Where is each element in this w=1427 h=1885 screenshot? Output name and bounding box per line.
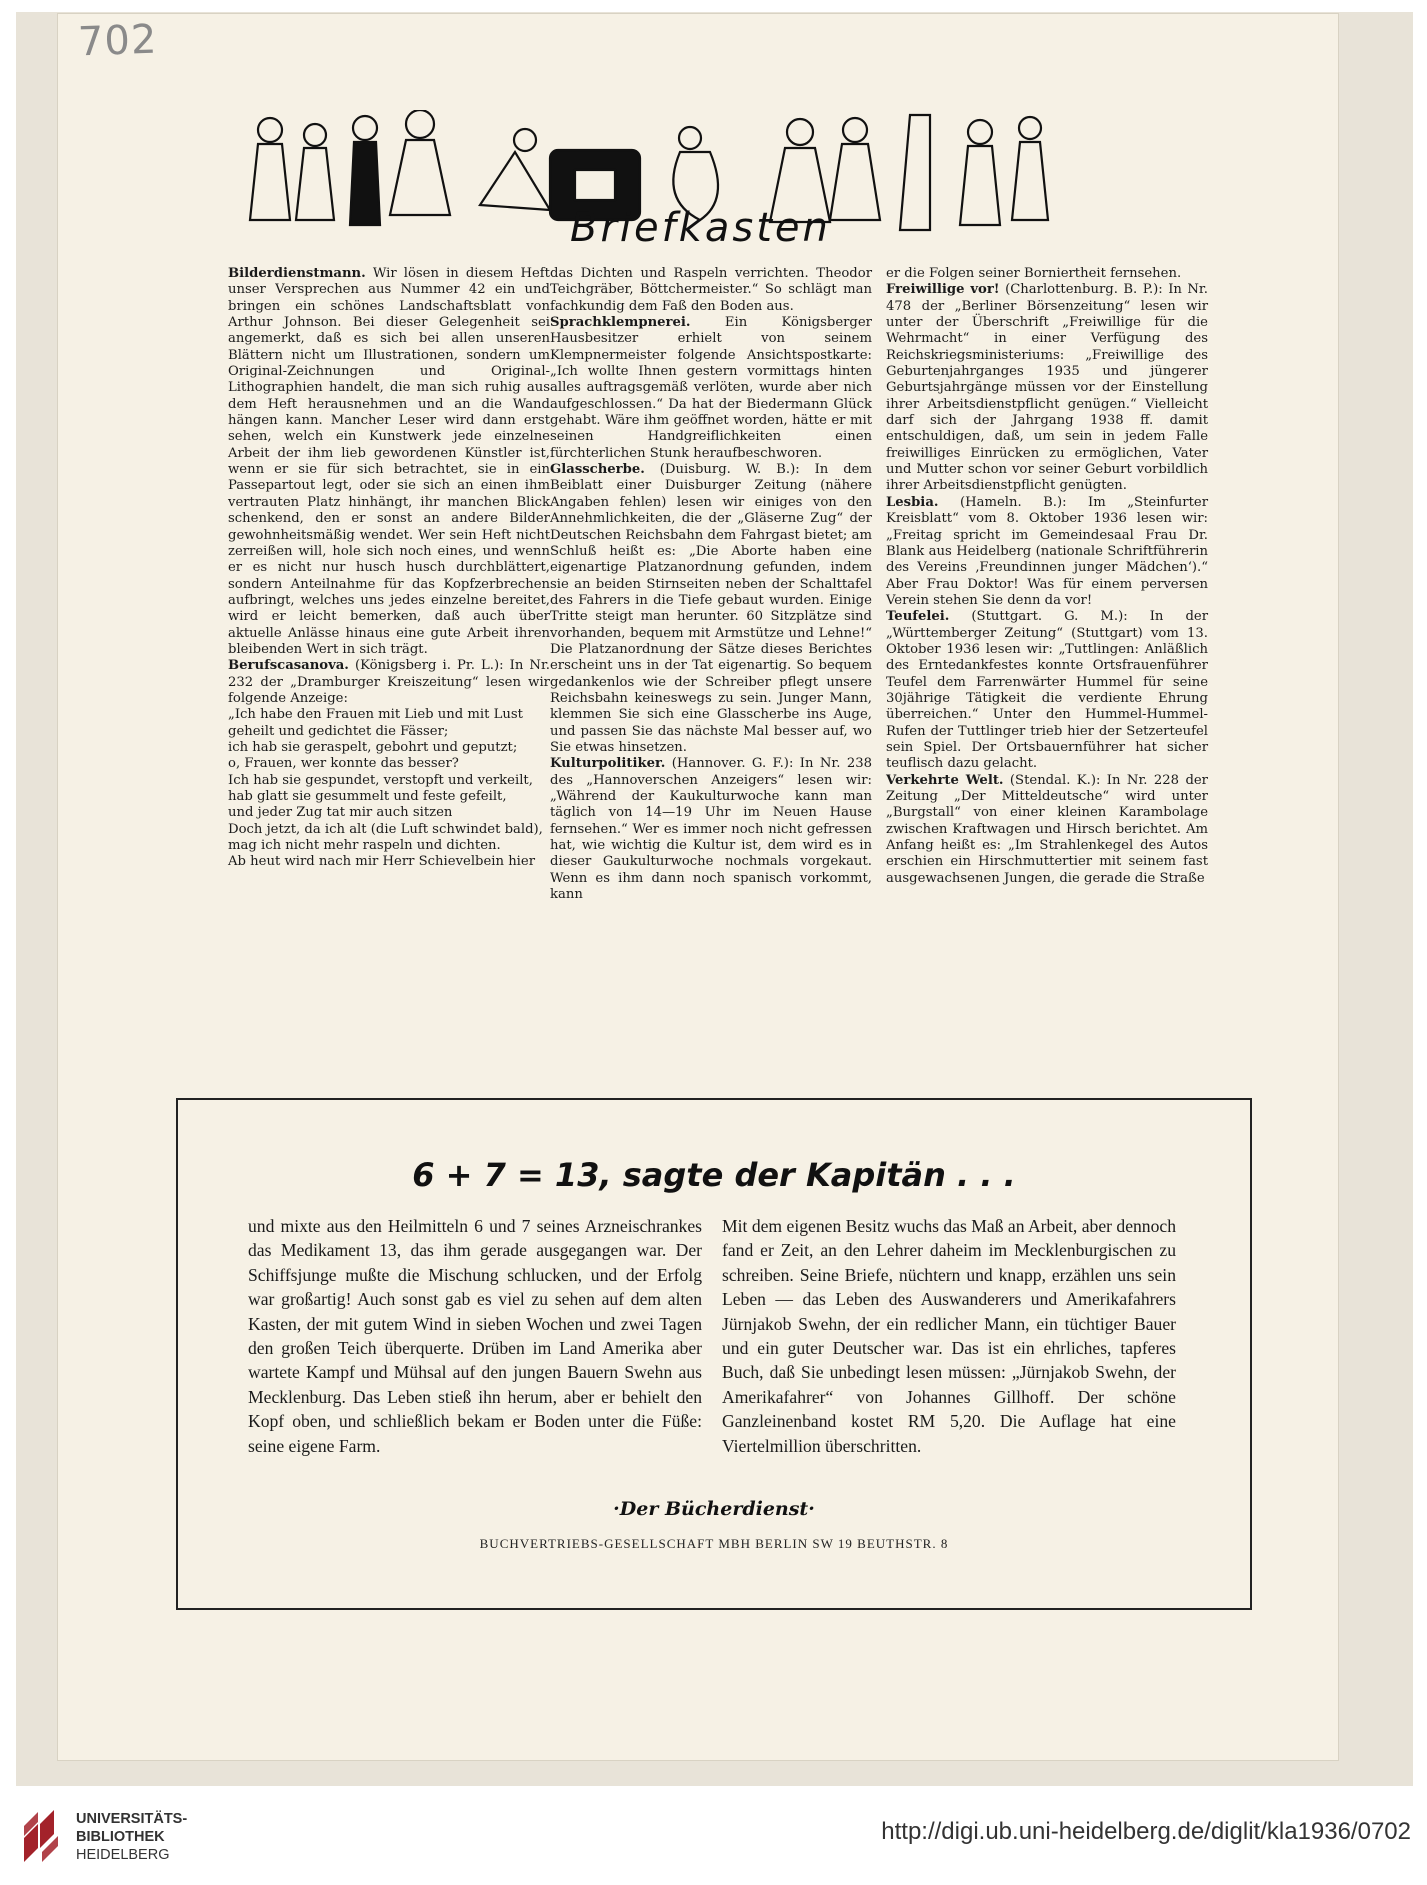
source-url-link[interactable]: http://digi.ub.uni-heidelberg.de/diglit/kla1936/0702 bbox=[881, 1818, 1411, 1845]
entry-paragraph bbox=[228, 658, 550, 707]
quoted-advertisement-verse: „Ich habe den Frauen mit Lieb und mit Lust geheilt und gedichtet die Fässer; ich hab sie geraspelt, gebohrt und geputzt; o, Frauen, wer konnte das besser? Ich hab sie gespundet, verstopft und verkeilt, hab glatt sie gesummelt und feste gefeilt, und jeder Zug tat mir auch sitzen Doch jetzt, da ich alt (die Luft schwindet bald), mag ich nicht mehr raspeln und dichten. Ab heut wird nach mir Herr Schievelbein hier bbox=[228, 707, 543, 870]
entry-text: er die Folgen seiner Borniertheit fernsehen. bbox=[886, 266, 1182, 281]
entry-paragraph bbox=[228, 266, 550, 658]
entry-text: Ein Königsberger Hausbesitzer erhielt von seinem Klempnermeister folgende Ansichtspostkarte: „Ich wollte Ihnen gestern vormittags hinten alles auftragsgemäß verlöten, wurde aber nich aufgeschlossen.“ Da hat der Biedermann Glück gehabt. Wäre ihm geöffnet worden, hätte er mit seinen Handgreiflichkeiten einen fürchterlichen Stunk heraufbeschworen. bbox=[550, 315, 872, 461]
entry-paragraph bbox=[550, 266, 872, 315]
entry-paragraph bbox=[550, 315, 872, 462]
entry-text: das Dichten und Raspeln verrichten. Theodor Teichgräber, Böttchermeister.“ So schlägt man fachkundig dem Faß den Boden aus. bbox=[550, 266, 872, 314]
entry-text: (Duisburg. W. B.): In dem Beiblatt einer Duisburger Zeitung (nähere Angaben fehlen) lesen wir einiges von den Annehmlichkeiten, die der „Gläserne Zug“ der Deutschen Reichsbahn dem Fahrgast bietet; am Schluß heißt es: „Die Aborte haben eine eigenartige Platzanordnung gefunden, indem sie an beiden Stirnseiten neben der Schalttafel des Fahrers in die Tiefe gebaut wurden. Einige Tritte steigt man herunter. 60 Sitzplätze sind vorhanden, bequem mit Armstütze und Lehne!“ Die Platzanordnung der Sätze dieses Berichtes erscheint uns in der Tat eigenartig. So bequem gedankenlos wie der Schreiber pflegt unsere Reichsbahn keineswegs zu sein. Junger Mann, klemmen Sie sich eine Glasscherbe ins Auge, und passen Sie das nächste Mal besser auf, wo Sie etwas hinsetzen. bbox=[550, 462, 872, 755]
university-library-logo-icon bbox=[20, 1808, 62, 1864]
library-name-line-1: UNIVERSITÄTS- bbox=[76, 1811, 188, 1827]
column-2 bbox=[550, 266, 872, 903]
entry-text: (Stendal. K.): In Nr. 228 der Zeitung „Der Mitteldeutsche“ wird unter „Burgstall“ von einer kleinen Karambolage zwischen Kraftwagen und Hirsch berichtet. Am Anfang heißt es: „Im Strahlenkegel des Autos erschien ein Hirschmuttertier mit seinem fast ausgewachsenen Jungen, die gerade die Straße bbox=[886, 772, 1208, 886]
library-name-line-3: HEIDELBERG bbox=[76, 1847, 170, 1863]
entry-keyword: Kulturpolitiker. bbox=[550, 756, 666, 772]
entry-text: (Hameln. B.): Im „Steinfurter Kreisblatt“ vom 8. Oktober 1936 lesen wir: „Freitag spricht im Gemeindesaal Frau Dr. Blank aus Heidelberg (nationale Schriftführerin des Vereins ‚Freundinnen junger Mädchen‘).“ Aber Frau Doktor! Was für einem perversen Verein stehen Sie denn da vor! bbox=[886, 494, 1208, 608]
entry-paragraph bbox=[886, 266, 1208, 282]
entry-text: (Stuttgart. G. M.): In der „Württemberger Zeitung“ (Stuttgart) vom 13. Oktober 1936 lesen wir: „Tuttlingen: Anläßlich des Erntedankfestes konnte Ortsfrauenführer Teufel dem Farrenwärter Hummel für seine 30jährige Tätigkeit die verdiente Ehrung überreichen.“ Unter den Hummel-Hummel-Rufen der Tuttlinger trieb hier der Setzerteufel sein Spiel. Der Ortsbauernführer hat sicher teuflisch dazu gelacht. bbox=[886, 609, 1208, 772]
entry-keyword: Sprachklempnerei. bbox=[550, 315, 691, 331]
entry-text: (Königsberg i. Pr. L.): In Nr. 232 der „Dramburger Kreiszeitung“ lesen wir folgende Anzeige: bbox=[228, 658, 550, 706]
entry-paragraph bbox=[886, 609, 1208, 772]
publisher-logo-text: ·Der Bücherdienst· bbox=[613, 1498, 815, 1520]
entry-text: (Charlottenburg. B. P.): In Nr. 478 der „Berliner Börsenzeitung“ lesen wir unter der Überschrift „Freiwillige für die Wehrmacht“ in einer Verfügung des Reichskriegsministeriums: „Freiwillige des Geburtenjahrganges 1935 und jüngerer Geburtsjahrgänge müssen vor der Einstellung ihrer Arbeitsdienstpflicht genügen.“ Vielleicht darf sich der Jahrgang 1938 ff. damit entschuldigen, daß, um sein in jedem Falle freiwilliges Einrücken zu ermöglichen, Vater und Mutter schon vor seiner Geburt vorbildlich ihrer Arbeitsdienstpflicht genügten. bbox=[886, 282, 1208, 494]
entry-paragraph bbox=[550, 462, 872, 756]
advert-headline: 6 + 7 = 13, sagte der Kapitän . . . bbox=[412, 1156, 1016, 1194]
entry-keyword: Lesbia. bbox=[886, 494, 939, 510]
publisher-address: BUCHVERTRIEBS-GESELLSCHAFT MBH BERLIN SW 19 BEUTHSTR. 8 bbox=[479, 1536, 949, 1551]
advert-text-right: Mit dem eigenen Besitz wuchs das Maß an Arbeit, aber dennoch fand er Zeit, an den Lehrer daheim im Mecklenburgischen zu schreiben. Seine Briefe, nüchtern und knapp, erzählen uns sein Leben — das Leben des Auswanderers und Amerikafahrers Jürnjakob Swehn, der ein redlicher Mann, ein tüchtiger Bauer und ein guter Deutscher war. Das ist ein ehrliches, tapferes Buch, daß Sie unbedingt lesen müssen: „Jürnjakob Swehn, der Amerikafahrer“ von Johannes Gillhoff. Der schöne Ganzleinenband kostet RM 5,20. Die Auflage hat eine Viertelmillion überschritten. bbox=[722, 1216, 1176, 1456]
entry-keyword: Teufelei. bbox=[886, 609, 950, 625]
entry-keyword: Bilderdienstmann. bbox=[228, 266, 366, 281]
book-advertisement bbox=[176, 1098, 1252, 1610]
column-3 bbox=[886, 266, 1208, 887]
handwritten-page-number: 702 bbox=[77, 16, 159, 66]
library-name-line-2: BIBLIOTHEK bbox=[76, 1829, 165, 1845]
entry-keyword: Verkehrte Welt. bbox=[886, 772, 1004, 788]
briefkasten-title: Briefkasten bbox=[570, 205, 831, 251]
advert-column-right bbox=[722, 1214, 1176, 1458]
entry-paragraph bbox=[550, 756, 872, 903]
library-name bbox=[76, 1810, 187, 1864]
entry-keyword: Berufscasanova. bbox=[228, 658, 349, 674]
entry-text: Wir lösen in diesem Heft unser Versprechen aus Nummer 42 ein und bringen ein schönes Landschaftsblatt von Arthur Johnson. Bei dieser Gelegenheit sei angemerkt, daß es sich bei allen unseren Blättern nicht um Illustrationen, sondern um Original-Zeichnungen und Original-Lithographien handelt, die man sich ruhig aus dem Heft herausnehmen und an die Wand hängen kann. Mancher Leser wird dann erst sehen, welch ein Kunstwerk jede einzelne Arbeit der ihm lieb gewordenen Künstler ist, wenn er sie für sich betrachtet, sie in ein Passepartout legt, oder sie sich an einen ihm vertrauten Platz hinhängt, ihr manchen Blick schenkend, den er sonst an andere Bilder gewohnheitsmäßig wendet. Wer sein Heft nicht zerreißen will, hole sich noch eines, und wenn er es nicht nur husch husch durchblättert, sondern Anteilnahme für das Kopfzerbrechen aufbringt, welches uns jedes einzelne bereitet, wird er leicht bemerken, daß auch über aktuelle Anlässe hinaus eine gute Arbeit ihren bleibenden Wert in sich trägt. bbox=[228, 266, 550, 657]
entry-paragraph bbox=[886, 282, 1208, 494]
entry-paragraph bbox=[886, 495, 1208, 609]
entry-keyword: Freiwillige vor! bbox=[886, 282, 1000, 298]
entry-text: (Hannover. G. F.): In Nr. 238 des „Hannoverschen Anzeigers“ lesen wir: „Während der Kaukulturwoche kann man täglich von 14—19 Uhr im Neuen Hause fernsehen.“ Wer es immer noch nicht gefressen hat, wie wichtig die Kultur ist, dem wird es in dieser Gaukulturwoche nochmals vorgekaut. Wenn es ihm dann noch spanisch vorkommt, kann bbox=[550, 756, 872, 903]
entry-paragraph bbox=[886, 773, 1208, 887]
column-1 bbox=[228, 266, 550, 871]
advert-column-left bbox=[248, 1214, 702, 1458]
advert-text-left: und mixte aus den Heilmitteln 6 und 7 seines Arzneischrankes das Medikament 13, das ihm gerade ausgegangen war. Der Schiffsjunge mußte die Mischung schlucken, und der Erfolg war großartig! Auch sonst gab es viel zu sehen auf dem alten Kasten, der mit gutem Wind in sieben Wochen und zwei Tagen den großen Teich überquerte. Drüben im Land Amerika aber wartete Kampf und Mühsal auf den jungen Bauern Swehn aus Mecklenburg. Das Leben stieß ihn herum, aber er behielt den Kopf oben, und schließlich bekam er Boden unter die Füße: seine eigene Farm. bbox=[248, 1216, 702, 1456]
entry-keyword: Glasscherbe. bbox=[550, 462, 645, 478]
